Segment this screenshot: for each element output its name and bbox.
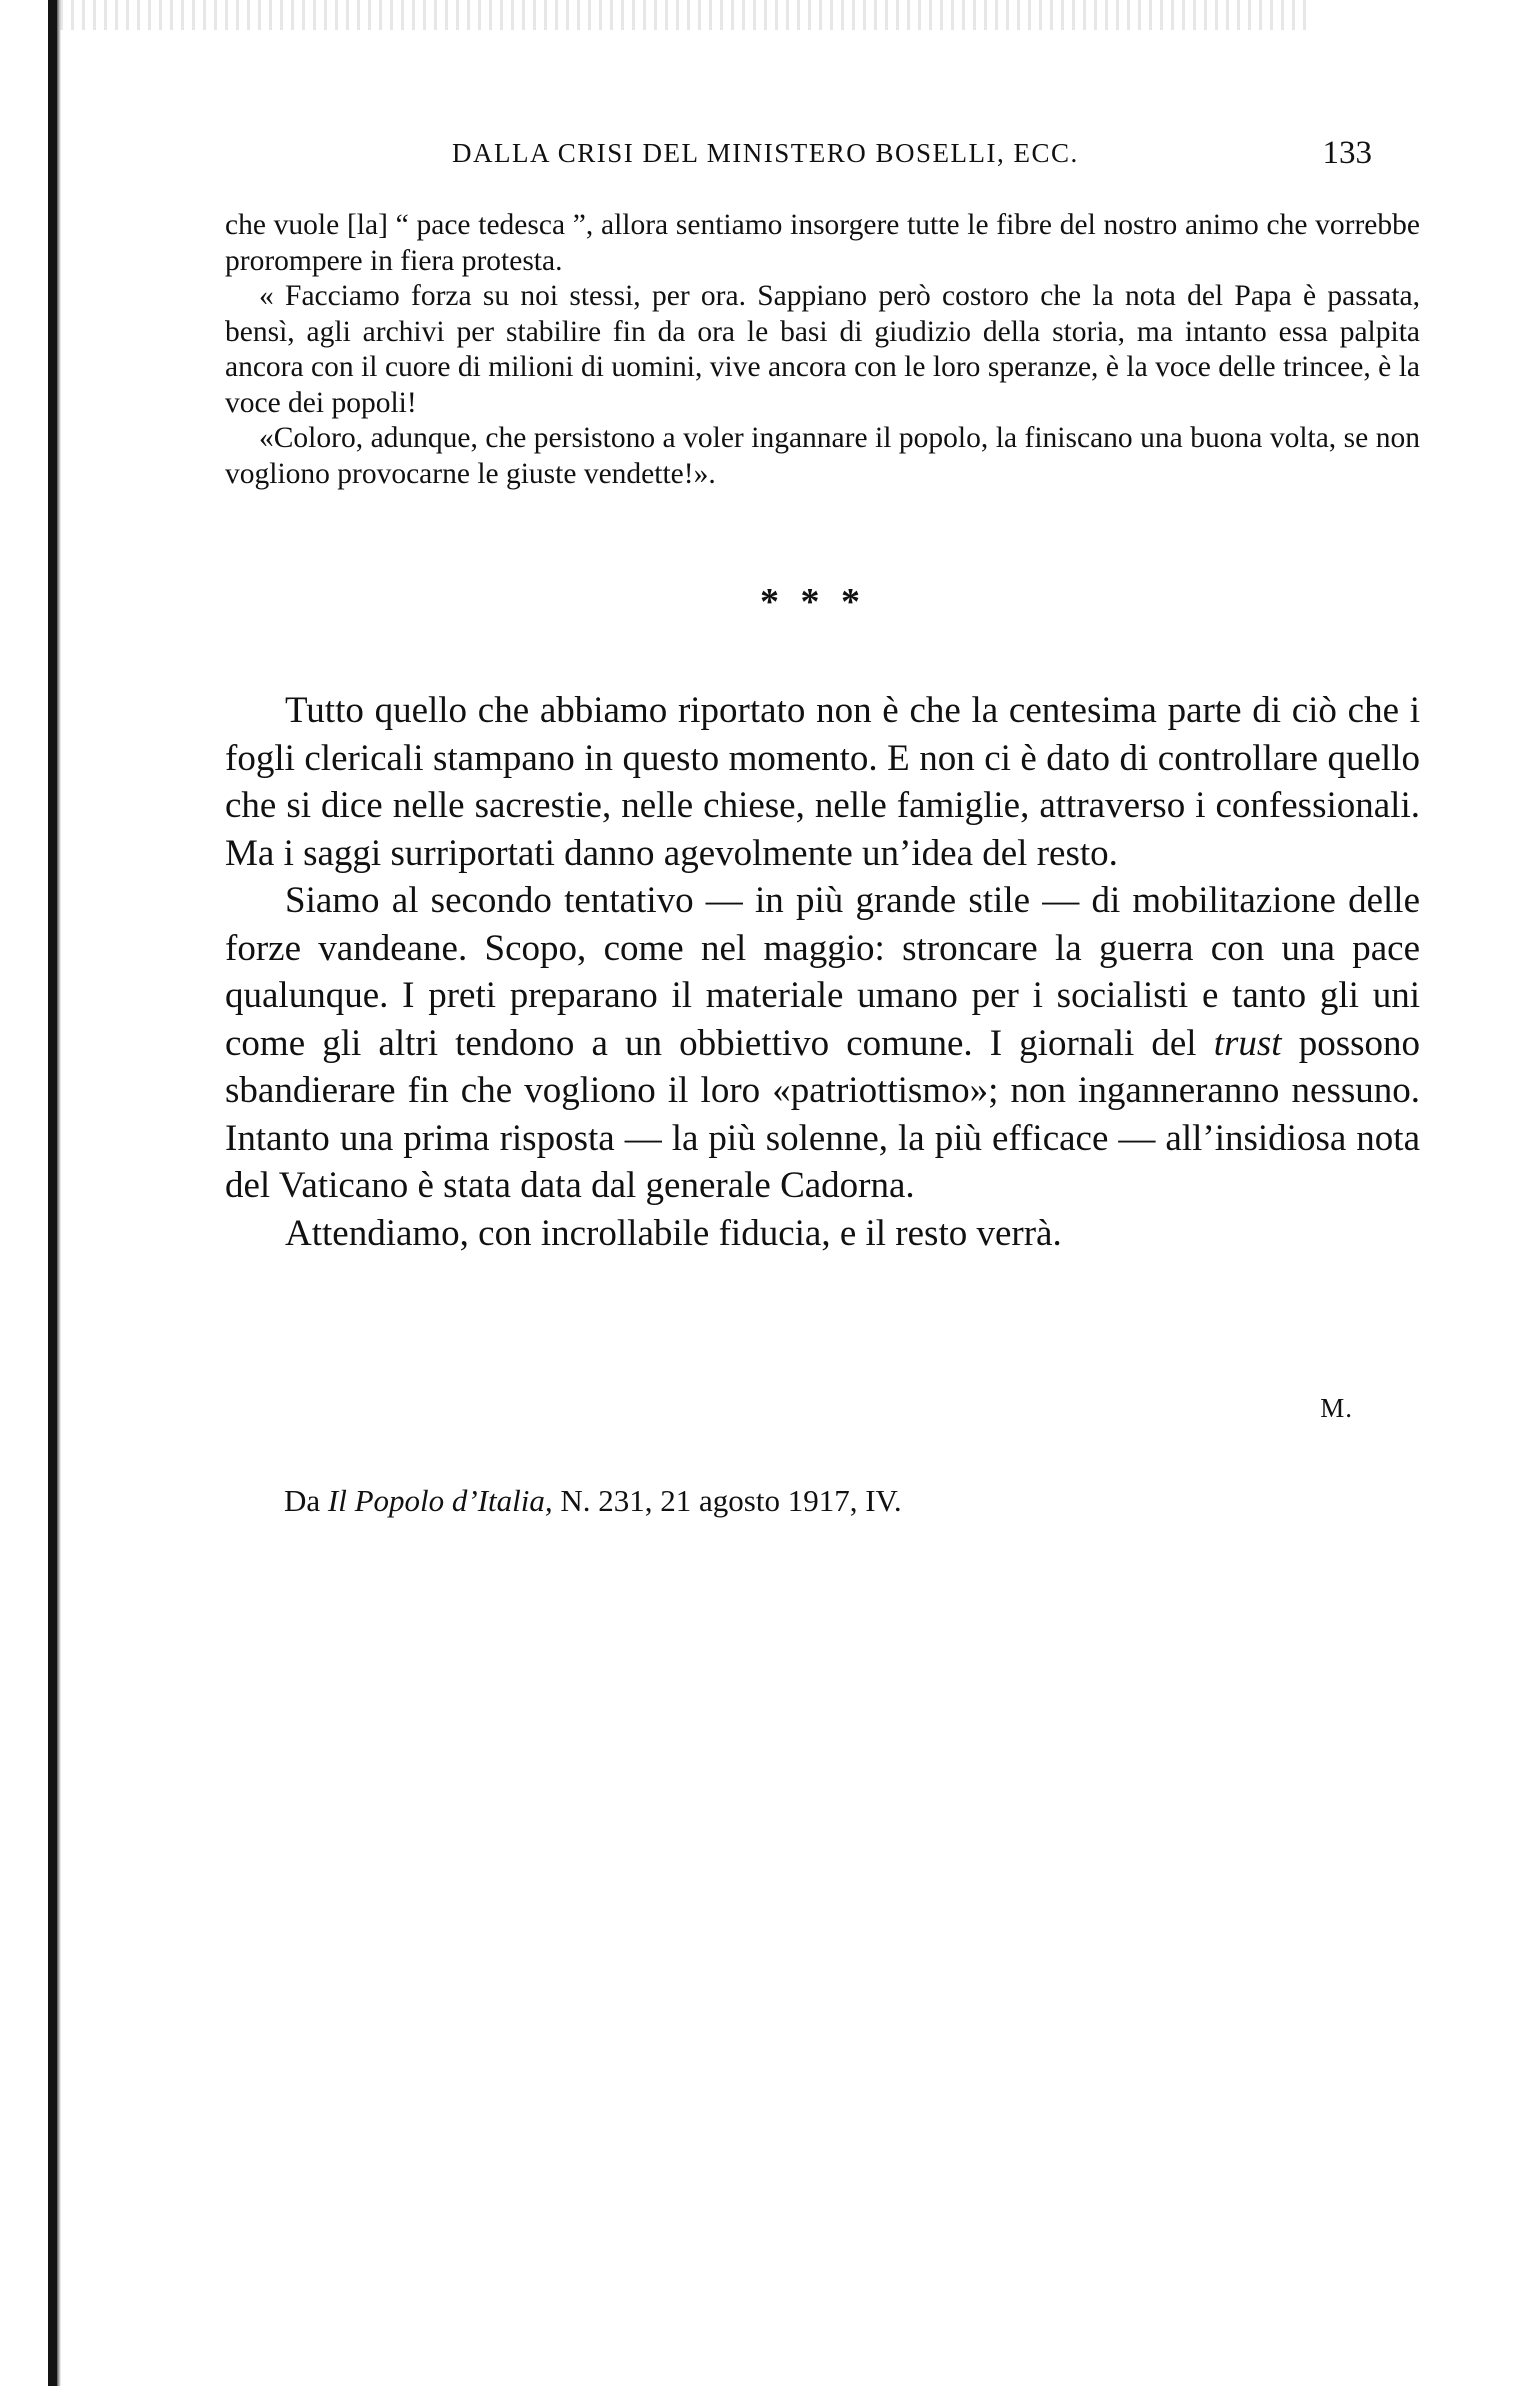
binding-edge	[48, 0, 57, 2386]
source-citation	[284, 1483, 902, 1519]
page-number: 133	[1322, 135, 1372, 171]
source-prefix: Da	[284, 1483, 321, 1518]
body-paragraph: Attendiamo, con incrollabile fiducia, e il resto verrà.	[285, 1212, 1062, 1254]
binding-shadow	[57, 0, 61, 2386]
quote-paragraph: «Coloro, adunque, che persistono a voler ingannare il popolo, la finiscano una buona volta, se non vogliono provocarne le giuste vendette!».	[225, 422, 1420, 490]
body-paragraph	[225, 877, 1420, 1210]
newspaper-title: Il Popolo d’Italia,	[327, 1483, 553, 1518]
body-paragraph: Tutto quello che abbiamo riportato non è che la centesima parte di ciò che i fogli clericali stampano in questo momento. E non ci è dato di controllare quello che si dice nelle sacrestie, nelle chiese, nelle famiglie, attraverso i confessionali. Ma i saggi surriportati danno agevolmente un’idea del resto.	[225, 690, 1420, 874]
italic-word-trust: trust	[1213, 1022, 1282, 1064]
body-text-segment: possono sbandierare fin che vogliono il loro «patriottismo»; non inganneranno nessuno. Intanto una prima risposta — la più solenne, la più efficace — all’insidiosa nota del Vaticano è stata data dal generale Cadorna.	[225, 1022, 1421, 1206]
article-body	[225, 687, 1420, 1257]
scan-noise	[60, 0, 1310, 30]
quote-paragraph: che vuole [la] “ pace tedesca ”, allora sentiamo insorgere tutte le fibre del nostro animo che vorrebbe prorompere in fiera protesta.	[225, 209, 1420, 277]
running-head	[452, 135, 1372, 178]
body-text-segment: Siamo al secondo tentativo — in più grande stile — di mobilitazione delle forze vandeane. Scopo, come nel maggio: stroncare la guerra con una pace qualunque. I preti preparano il materiale umano per i socialisti e tanto gli uni come gli altri tendono a un obbiettivo comune. I giornali del	[225, 880, 1420, 1064]
running-head-title: DALLA CRISI DEL MINISTERO BOSELLI, ECC.	[452, 138, 1079, 168]
quoted-passage	[225, 208, 1420, 492]
section-separator: * * *	[760, 581, 866, 623]
author-signature: M.	[1320, 1393, 1353, 1423]
source-details: N. 231, 21 agosto 1917, IV.	[560, 1483, 902, 1518]
quote-paragraph: « Facciamo forza su noi stessi, per ora. Sappiano però costoro che la nota del Papa è passata, bensì, agli archivi per stabilire fin da ora le basi di giudizio della storia, ma intanto essa palpita ancora con il cuore di milioni di uomini, vive ancora con le loro speranze, è la voce delle trincee, è la voce dei popoli!	[225, 280, 1420, 419]
